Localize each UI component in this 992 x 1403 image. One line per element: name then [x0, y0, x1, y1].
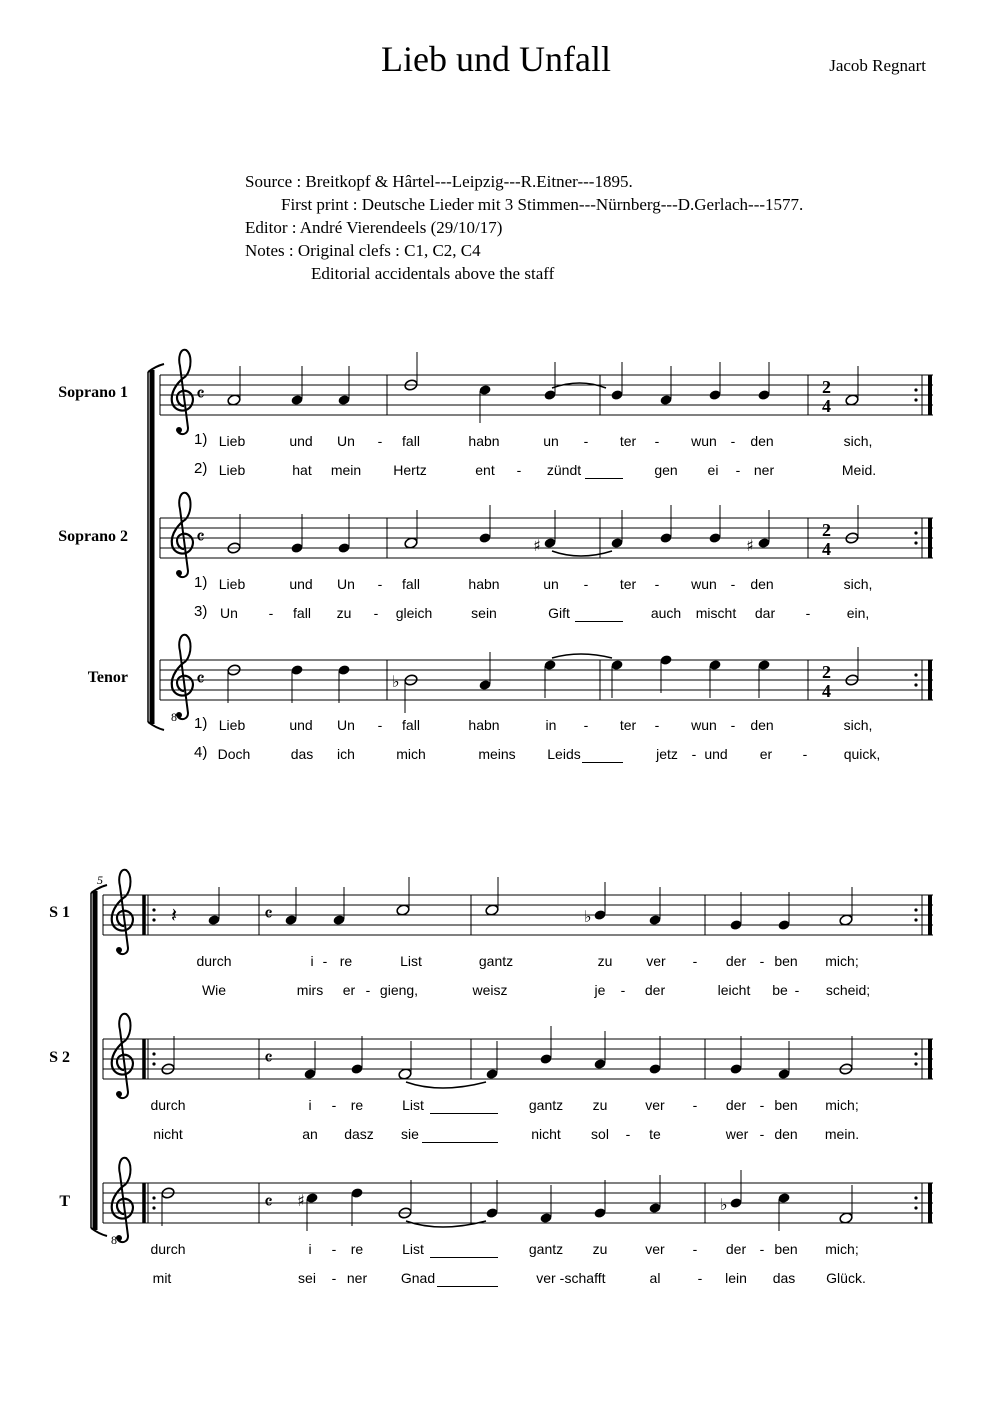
voice-name-t-abbr: T: [59, 1193, 70, 1210]
lyric-syllable: -: [583, 433, 589, 449]
lyric-syllable: nicht: [531, 1126, 561, 1142]
lyric-syllable: -: [654, 717, 660, 733]
melisma-line: [437, 1286, 498, 1287]
svg-text:𝄴: 𝄴: [196, 525, 205, 549]
svg-text:𝄴: 𝄴: [264, 1046, 273, 1070]
lyric-syllable: und: [704, 746, 728, 762]
first-print-line: First print : Deutsche Lieder mit 3 Stimmen---Nürnberg---D.Gerlach---1577.: [281, 195, 804, 214]
lyric-syllable: ter: [619, 717, 637, 733]
lyric-syllable: fall: [402, 433, 420, 449]
lyric-syllable: Lieb: [218, 433, 246, 449]
verse-number: 1): [194, 574, 208, 591]
lyric-syllable: -: [805, 605, 811, 621]
accidentals-line: Editorial accidentals above the staff: [311, 264, 555, 283]
svg-text:𝄴: 𝄴: [264, 1190, 273, 1214]
lyric-syllable: Gift: [548, 605, 570, 621]
lyric-syllable: mirs: [296, 982, 324, 998]
lyric-syllable: Leids: [547, 746, 581, 762]
lyric-syllable: Doch: [217, 746, 251, 762]
lyric-syllable: ein,: [846, 605, 870, 621]
svg-text:4: 4: [822, 681, 831, 701]
lyric-syllable: der: [725, 1097, 747, 1113]
lyric-syllable: un: [543, 433, 559, 449]
staff-soprano1: [160, 350, 933, 434]
lyric-syllable: wun: [691, 717, 717, 733]
lyric-syllable: ben: [774, 1241, 798, 1257]
lyric-syllable: schafft: [564, 1270, 606, 1286]
lyric-syllable: ben: [774, 953, 798, 969]
lyric-syllable: -: [692, 1097, 698, 1113]
lyric-syllable: er: [342, 982, 356, 998]
lyric-syllable: leicht: [717, 982, 751, 998]
svg-text:𝄴: 𝄴: [264, 902, 273, 926]
lyric-syllable: -: [730, 576, 736, 592]
lyric-syllable: jetz: [656, 746, 678, 762]
lyric-syllable: Meid.: [841, 462, 877, 478]
lyric-syllable: -: [692, 1241, 698, 1257]
lyric-syllable: sich,: [843, 717, 873, 733]
lyric-syllable: -: [331, 1270, 337, 1286]
lyric-syllable: mich;: [825, 953, 859, 969]
lyric-syllable: ner: [753, 462, 775, 478]
lyric-syllable: gen: [654, 462, 678, 478]
lyric-syllable: ver: [536, 1270, 556, 1286]
lyric-syllable: -: [268, 605, 274, 621]
lyric-syllable: un: [543, 576, 559, 592]
lyric-syllable: den: [750, 576, 774, 592]
lyric-syllable: zündt: [546, 462, 582, 478]
lyric-syllable: zu: [592, 1097, 608, 1113]
verse-number: 1): [194, 431, 208, 448]
svg-text:4: 4: [822, 396, 831, 416]
svg-text:𝄴: 𝄴: [196, 667, 205, 691]
svg-text:♯: ♯: [297, 1191, 305, 1210]
lyric-syllable: mich: [396, 746, 426, 762]
staff-t-system2: [103, 1158, 933, 1247]
svg-text:8: 8: [111, 1233, 117, 1247]
lyric-syllable: Lieb: [218, 717, 246, 733]
lyric-syllable: -: [625, 1126, 631, 1142]
verse-number: 3): [194, 603, 208, 620]
lyric-syllable: wer: [725, 1126, 749, 1142]
lyric-syllable: -: [373, 605, 379, 621]
svg-text:♭: ♭: [392, 672, 400, 691]
lyric-syllable: i: [308, 1097, 312, 1113]
lyric-syllable: der: [725, 953, 747, 969]
lyric-syllable: List: [400, 953, 422, 969]
lyric-syllable: Un: [337, 717, 355, 733]
lyric-syllable: Un: [337, 433, 355, 449]
lyric-syllable: gieng,: [379, 982, 419, 998]
lyric-syllable: durch: [150, 1097, 186, 1113]
lyric-syllable: Un: [220, 605, 238, 621]
lyric-syllable: der: [725, 1241, 747, 1257]
lyric-syllable: und: [289, 433, 313, 449]
staff-s2-system2: [103, 1014, 933, 1098]
lyric-syllable: wun: [691, 576, 717, 592]
lyric-syllable: -: [735, 462, 741, 478]
staff-s1-system2: [103, 870, 933, 954]
lyric-syllable: i: [308, 1241, 312, 1257]
lyric-syllable: Lieb: [218, 576, 246, 592]
lyric-syllable: -: [377, 576, 383, 592]
lyric-syllable: sich,: [843, 576, 873, 592]
lyric-syllable: -: [516, 462, 522, 478]
lyric-syllable: mich;: [825, 1241, 859, 1257]
lyric-syllable: durch: [196, 953, 232, 969]
lyric-syllable: gantz: [528, 1097, 564, 1113]
lyric-syllable: -: [331, 1241, 337, 1257]
lyric-syllable: -: [759, 953, 765, 969]
lyric-syllable: dasz: [344, 1126, 374, 1142]
svg-text:5: 5: [97, 873, 103, 887]
svg-text:♯: ♯: [533, 536, 541, 555]
melisma-line: [422, 1142, 498, 1143]
lyric-syllable: ent: [475, 462, 495, 478]
svg-text:𝄽: 𝄽: [171, 903, 178, 927]
lyric-syllable: -: [377, 717, 383, 733]
melisma-line: [582, 762, 623, 763]
lyric-syllable: zu: [597, 953, 613, 969]
lyric-syllable: ben: [774, 1097, 798, 1113]
lyric-syllable: -: [654, 433, 660, 449]
lyric-syllable: weisz: [472, 982, 508, 998]
lyric-syllable: sich,: [843, 433, 873, 449]
lyric-syllable: er: [759, 746, 773, 762]
lyric-syllable: gantz: [528, 1241, 564, 1257]
staff-tenor: [160, 635, 933, 724]
lyric-syllable: den: [774, 1126, 798, 1142]
lyric-syllable: ich: [337, 746, 355, 762]
lyric-syllable: List: [402, 1241, 424, 1257]
svg-text:𝄴: 𝄴: [196, 382, 205, 406]
svg-text:2: 2: [822, 520, 831, 540]
lyric-syllable: -: [365, 982, 371, 998]
lyric-syllable: fall: [402, 717, 420, 733]
svg-text:♭: ♭: [584, 907, 592, 926]
lyric-syllable: sei: [298, 1270, 316, 1286]
lyric-syllable: zu: [592, 1241, 608, 1257]
lyric-syllable: -: [583, 717, 589, 733]
lyric-syllable: in: [545, 717, 557, 733]
lyric-syllable: -: [583, 576, 589, 592]
voice-name-soprano1: Soprano 1: [58, 384, 128, 401]
lyric-syllable: Lieb: [218, 462, 246, 478]
lyric-syllable: ner: [346, 1270, 368, 1286]
lyric-syllable: ver: [645, 1097, 665, 1113]
lyric-syllable: mein: [330, 462, 362, 478]
lyric-syllable: ter: [619, 576, 637, 592]
lyric-syllable: -: [697, 1270, 703, 1286]
staff-soprano2: [160, 493, 933, 577]
lyric-syllable: -: [759, 1241, 765, 1257]
melisma-line: [585, 478, 623, 479]
lyric-syllable: te: [649, 1126, 661, 1142]
lyric-syllable: nicht: [153, 1126, 183, 1142]
lyric-syllable: fall: [402, 576, 420, 592]
melisma-line: [575, 621, 623, 622]
verse-number: 2): [194, 460, 208, 477]
lyric-syllable: hat: [292, 462, 312, 478]
voice-name-s1-abbr: S 1: [49, 904, 70, 921]
lyric-syllable: -: [730, 433, 736, 449]
lyric-syllable: an: [302, 1126, 318, 1142]
lyric-syllable: -: [794, 982, 800, 998]
lyric-syllable: den: [750, 433, 774, 449]
lyric-syllable: -: [322, 953, 328, 969]
lyric-syllable: den: [750, 717, 774, 733]
lyric-syllable: Hertz: [393, 462, 427, 478]
lyric-syllable: -: [620, 982, 626, 998]
lyric-syllable: dar: [754, 605, 776, 621]
lyric-syllable: -: [691, 746, 697, 762]
lyric-syllable: -: [377, 433, 383, 449]
lyric-syllable: fall: [293, 605, 311, 621]
lyric-syllable: -: [802, 746, 808, 762]
svg-text:4: 4: [822, 539, 831, 559]
lyric-syllable: i: [310, 953, 314, 969]
svg-text:♯: ♯: [746, 536, 754, 555]
lyric-syllable: der: [644, 982, 666, 998]
clefs-line: Notes : Original clefs : C1, C2, C4: [245, 241, 481, 260]
lyric-syllable: Un: [337, 576, 355, 592]
lyric-syllable: sein: [471, 605, 497, 621]
lyric-syllable: gantz: [478, 953, 514, 969]
lyric-syllable: meins: [478, 746, 516, 762]
lyric-syllable: Gnad: [400, 1270, 436, 1286]
lyric-syllable: und: [289, 576, 313, 592]
lyric-syllable: mein.: [824, 1126, 860, 1142]
verse-number: 4): [194, 744, 208, 761]
lyric-syllable: je: [594, 982, 606, 998]
lyric-syllable: -: [759, 1126, 765, 1142]
lyric-syllable: mischt: [695, 605, 737, 621]
lyric-syllable: be: [772, 982, 788, 998]
svg-text:♭: ♭: [720, 1195, 728, 1214]
lyric-syllable: lein: [725, 1270, 747, 1286]
composer-name: Jacob Regnart: [829, 56, 926, 75]
lyric-syllable: zu: [336, 605, 352, 621]
lyric-syllable: ver: [646, 953, 666, 969]
melisma-line: [430, 1113, 498, 1114]
lyric-syllable: List: [402, 1097, 424, 1113]
lyric-syllable: und: [289, 717, 313, 733]
lyric-syllable: durch: [150, 1241, 186, 1257]
editor-line: Editor : André Vierendeels (29/10/17): [245, 218, 503, 237]
voice-name-s2-abbr: S 2: [49, 1049, 70, 1066]
voice-name-soprano2: Soprano 2: [58, 528, 128, 545]
score-title: Lieb und Unfall: [381, 39, 611, 79]
lyric-syllable: -: [759, 1097, 765, 1113]
lyric-syllable: ver: [645, 1241, 665, 1257]
lyric-syllable: quick,: [843, 746, 881, 762]
lyric-syllable: -: [692, 953, 698, 969]
lyric-syllable: ter: [619, 433, 637, 449]
lyric-syllable: Wie: [201, 982, 227, 998]
lyric-syllable: scheid;: [825, 982, 871, 998]
lyric-syllable: -: [331, 1097, 337, 1113]
lyric-syllable: -: [730, 717, 736, 733]
lyric-syllable: habn: [468, 717, 500, 733]
lyric-syllable: habn: [468, 576, 500, 592]
voice-name-tenor: Tenor: [87, 669, 128, 686]
lyric-syllable: -: [654, 576, 660, 592]
lyric-syllable: re: [339, 953, 353, 969]
lyric-syllable: das: [772, 1270, 796, 1286]
lyric-syllable: ei: [707, 462, 719, 478]
verse-number: 1): [194, 715, 208, 732]
lyric-syllable: gleich: [395, 605, 433, 621]
lyric-syllable: mit: [152, 1270, 172, 1286]
lyric-syllable: sie: [401, 1126, 419, 1142]
lyric-syllable: al: [649, 1270, 661, 1286]
lyric-syllable: re: [350, 1241, 364, 1257]
lyric-syllable: das: [290, 746, 314, 762]
lyric-syllable: wun: [691, 433, 717, 449]
svg-text:2: 2: [822, 662, 831, 682]
lyric-syllable: Glück.: [826, 1270, 866, 1286]
lyric-syllable: sol: [591, 1126, 609, 1142]
melisma-line: [430, 1257, 498, 1258]
lyric-syllable: auch: [650, 605, 682, 621]
lyric-syllable: mich;: [825, 1097, 859, 1113]
source-line: Source : Breitkopf & Hârtel---Leipzig---R.Eitner---1895.: [245, 172, 633, 191]
lyric-syllable: re: [350, 1097, 364, 1113]
svg-text:8: 8: [171, 710, 177, 724]
svg-text:2: 2: [822, 377, 831, 397]
lyric-syllable: -: [559, 1270, 565, 1286]
lyric-syllable: habn: [468, 433, 500, 449]
